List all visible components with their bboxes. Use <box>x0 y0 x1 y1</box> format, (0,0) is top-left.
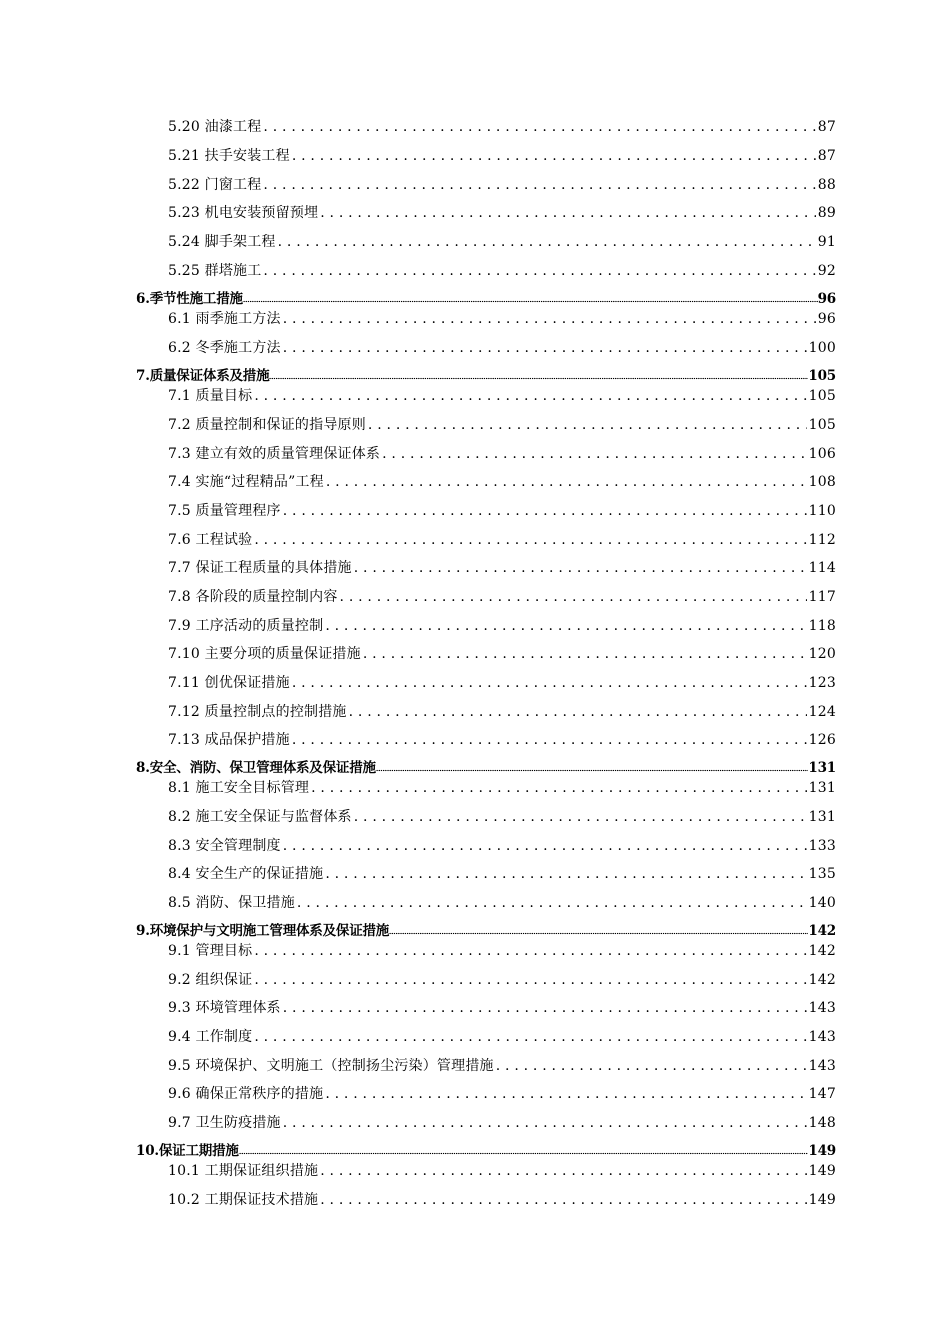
toc-entry[interactable] <box>168 529 836 549</box>
toc-entry[interactable] <box>168 863 836 883</box>
toc-entry-page: 96 <box>817 291 836 307</box>
toc-entry-label: 8.安全、消防、保卫管理体系及保证措施 <box>136 760 376 776</box>
toc-entry[interactable] <box>168 729 836 749</box>
toc-leader <box>292 148 816 164</box>
toc-entry[interactable] <box>168 557 836 577</box>
toc-leader <box>354 809 807 825</box>
toc-entry-label: 5.24 脚手架工程 <box>168 234 276 250</box>
toc-entry-page: 108 <box>808 474 836 490</box>
toc-entry-label: 7.5 质量管理程序 <box>168 503 281 519</box>
toc-entry-label: 7.10 主要分项的质量保证措施 <box>168 646 361 662</box>
toc-entry[interactable] <box>168 471 836 491</box>
toc-entry-page: 143 <box>808 1029 836 1045</box>
toc-leader <box>283 838 807 854</box>
toc-leader <box>363 646 807 662</box>
toc-entry-chapter[interactable] <box>136 1139 836 1159</box>
toc-entry-page: 133 <box>808 838 836 854</box>
toc-leader <box>269 377 808 380</box>
toc-entry-label: 8.2 施工安全保证与监督体系 <box>168 809 352 825</box>
toc-entry-page: 106 <box>808 446 836 462</box>
toc-entry-label: 10.1 工期保证组织措施 <box>168 1163 319 1179</box>
toc-entry-page: 123 <box>808 675 836 691</box>
toc-leader <box>254 388 806 404</box>
toc-entry[interactable] <box>168 500 836 520</box>
toc-entry[interactable] <box>168 969 836 989</box>
toc-entry-page: 142 <box>808 923 836 939</box>
toc-entry-label: 7.4 实施“过程精品”工程 <box>168 474 324 490</box>
toc-entry[interactable] <box>168 116 836 136</box>
toc-entry-page: 100 <box>808 340 836 356</box>
toc-entry[interactable] <box>168 231 836 251</box>
toc-leader <box>283 1115 807 1131</box>
toc-entry-page: 131 <box>808 780 836 796</box>
toc-entry-page: 142 <box>808 972 836 988</box>
toc-entry-page: 149 <box>808 1163 836 1179</box>
toc-entry-page: 118 <box>808 618 836 634</box>
toc-entry-page: 148 <box>808 1115 836 1131</box>
toc-entry-page: 143 <box>808 1058 836 1074</box>
toc-entry-page: 149 <box>808 1143 836 1159</box>
toc-leader <box>311 780 807 796</box>
toc-entry-label: 8.4 安全生产的保证措施 <box>168 866 324 882</box>
toc-entry[interactable] <box>168 385 836 405</box>
toc-entry-label: 9.1 管理目标 <box>168 943 253 959</box>
toc-leader <box>263 263 815 279</box>
toc-entry-label: 7.3 建立有效的质量管理保证体系 <box>168 446 381 462</box>
toc-leader <box>292 732 807 748</box>
toc-entry-label: 9.2 组织保证 <box>168 972 253 988</box>
toc-entry-label: 9.3 环境管理体系 <box>168 1000 281 1016</box>
toc-entry[interactable] <box>168 701 836 721</box>
toc-entry-label: 5.20 油漆工程 <box>168 119 262 135</box>
toc-leader <box>239 1152 809 1155</box>
toc-entry-label: 7.12 质量控制点的控制措施 <box>168 704 347 720</box>
toc-entry-page: 87 <box>817 119 836 135</box>
toc-entry-label: 7.13 成品保护措施 <box>168 732 290 748</box>
toc-leader <box>254 532 806 548</box>
toc-entry-page: 149 <box>808 1192 836 1208</box>
toc-entry-page: 87 <box>817 148 836 164</box>
toc-entry-label: 9.5 环境保护、文明施工（控制扬尘污染）管理措施 <box>168 1058 494 1074</box>
toc-leader <box>325 1086 806 1102</box>
toc-entry[interactable] <box>168 443 836 463</box>
toc-entry-page: 105 <box>808 388 836 404</box>
toc-leader <box>368 417 807 433</box>
toc-entry-page: 110 <box>808 503 836 519</box>
toc-leader <box>389 932 808 935</box>
toc-entry-label: 10.2 工期保证技术措施 <box>168 1192 319 1208</box>
toc-entry-label: 8.3 安全管理制度 <box>168 838 281 854</box>
toc-leader <box>254 943 806 959</box>
toc-entry-label: 10.保证工期措施 <box>136 1143 239 1159</box>
toc-entry[interactable] <box>168 806 836 826</box>
toc-entry-label: 6.1 雨季施工方法 <box>168 311 281 327</box>
toc-leader <box>254 972 806 988</box>
toc-entry[interactable] <box>168 145 836 165</box>
toc-entry-page: 96 <box>817 311 836 327</box>
toc-entry-label: 9.6 确保正常秩序的措施 <box>168 1086 324 1102</box>
toc-entry-page: 142 <box>808 943 836 959</box>
toc-leader <box>325 618 806 634</box>
toc-entry-page: 135 <box>808 866 836 882</box>
toc-entry-page: 88 <box>817 177 836 193</box>
toc-entry-page: 105 <box>808 368 836 384</box>
toc-entry-label: 5.21 扶手安装工程 <box>168 148 290 164</box>
toc-leader <box>292 675 807 691</box>
toc-entry-page: 114 <box>808 560 836 576</box>
toc-leader <box>382 446 807 462</box>
toc-leader <box>254 1029 806 1045</box>
toc-entry-label: 6.2 冬季施工方法 <box>168 340 281 356</box>
toc-entry-label: 7.11 创优保证措施 <box>168 675 290 691</box>
toc-leader <box>263 177 815 193</box>
toc-entry[interactable] <box>168 1160 836 1180</box>
toc-entry[interactable] <box>168 260 836 280</box>
toc-entry-label: 5.22 门窗工程 <box>168 177 262 193</box>
toc-entry[interactable] <box>168 615 836 635</box>
toc-entry[interactable] <box>168 892 836 912</box>
toc-entry[interactable] <box>168 940 836 960</box>
toc-entry-label: 5.23 机电安装预留预埋 <box>168 205 319 221</box>
toc-leader <box>320 1163 806 1179</box>
toc-leader <box>263 119 815 135</box>
toc-leader <box>340 589 807 605</box>
toc-entry[interactable] <box>168 1112 836 1132</box>
toc-leader <box>320 205 816 221</box>
toc-entry-label: 9.环境保护与文明施工管理体系及保证措施 <box>136 923 390 939</box>
toc-entry-page: 140 <box>808 895 836 911</box>
toc-entry-page: 126 <box>808 732 836 748</box>
toc-entry-label: 7.7 保证工程质量的具体措施 <box>168 560 352 576</box>
toc-entry[interactable] <box>168 337 836 357</box>
toc-leader <box>283 1000 807 1016</box>
toc-entry-chapter[interactable] <box>136 364 836 384</box>
toc-entry-label: 7.1 质量目标 <box>168 388 253 404</box>
toc-entry[interactable] <box>168 202 836 222</box>
toc-entry-label: 8.1 施工安全目标管理 <box>168 780 310 796</box>
toc-entry[interactable] <box>168 997 836 1017</box>
toc-entry-label: 7.质量保证体系及措施 <box>136 368 270 384</box>
toc-entry-page: 117 <box>808 589 836 605</box>
toc-entry-label: 9.7 卫生防疫措施 <box>168 1115 281 1131</box>
toc-entry-page: 147 <box>808 1086 836 1102</box>
toc-entry[interactable] <box>168 1189 836 1209</box>
toc-leader <box>376 769 809 772</box>
toc-entry-page: 131 <box>808 760 836 776</box>
toc-entry-label: 6.季节性施工措施 <box>136 291 243 307</box>
toc-entry-page: 105 <box>808 417 836 433</box>
toc-entry-label: 7.2 质量控制和保证的指导原则 <box>168 417 366 433</box>
toc-entry-page: 112 <box>808 532 836 548</box>
toc-leader <box>278 234 816 250</box>
toc-entry-label: 5.25 群塔施工 <box>168 263 262 279</box>
toc-leader <box>283 311 816 327</box>
toc-leader <box>349 704 807 720</box>
toc-entry-page: 143 <box>808 1000 836 1016</box>
toc-leader <box>354 560 807 576</box>
toc-leader <box>283 340 807 356</box>
toc-entry-label: 9.4 工作制度 <box>168 1029 253 1045</box>
toc-leader <box>320 1192 806 1208</box>
toc-entry-label: 7.9 工序活动的质量控制 <box>168 618 324 634</box>
toc-leader <box>496 1058 807 1074</box>
toc-entry-page: 131 <box>808 809 836 825</box>
toc-entry[interactable] <box>168 414 836 434</box>
toc-entry-chapter[interactable] <box>136 287 836 307</box>
toc-entry[interactable] <box>168 672 836 692</box>
toc-leader <box>297 895 807 911</box>
toc-entry-label: 8.5 消防、保卫措施 <box>168 895 295 911</box>
toc-entry[interactable] <box>168 308 836 328</box>
toc-entry-chapter[interactable] <box>136 756 836 776</box>
toc-entry-page: 89 <box>817 205 836 221</box>
toc-entry-page: 120 <box>808 646 836 662</box>
toc-entry[interactable] <box>168 1026 836 1046</box>
toc-leader <box>325 866 806 882</box>
toc-entry-page: 92 <box>817 263 836 279</box>
toc-entry-page: 124 <box>808 704 836 720</box>
toc-leader <box>243 300 818 303</box>
toc-entry[interactable] <box>168 1083 836 1103</box>
toc-entry[interactable] <box>168 174 836 194</box>
toc-entry[interactable] <box>168 1055 836 1075</box>
toc-entry-label: 7.8 各阶段的质量控制内容 <box>168 589 338 605</box>
toc-leader <box>326 474 807 490</box>
toc-entry[interactable] <box>168 586 836 606</box>
toc-entry-page: 91 <box>817 234 836 250</box>
toc-leader <box>283 503 807 519</box>
toc-entry[interactable] <box>168 643 836 663</box>
toc-entry-chapter[interactable] <box>136 919 836 939</box>
toc-entry[interactable] <box>168 777 836 797</box>
toc-entry[interactable] <box>168 835 836 855</box>
toc-entry-label: 7.6 工程试验 <box>168 532 253 548</box>
